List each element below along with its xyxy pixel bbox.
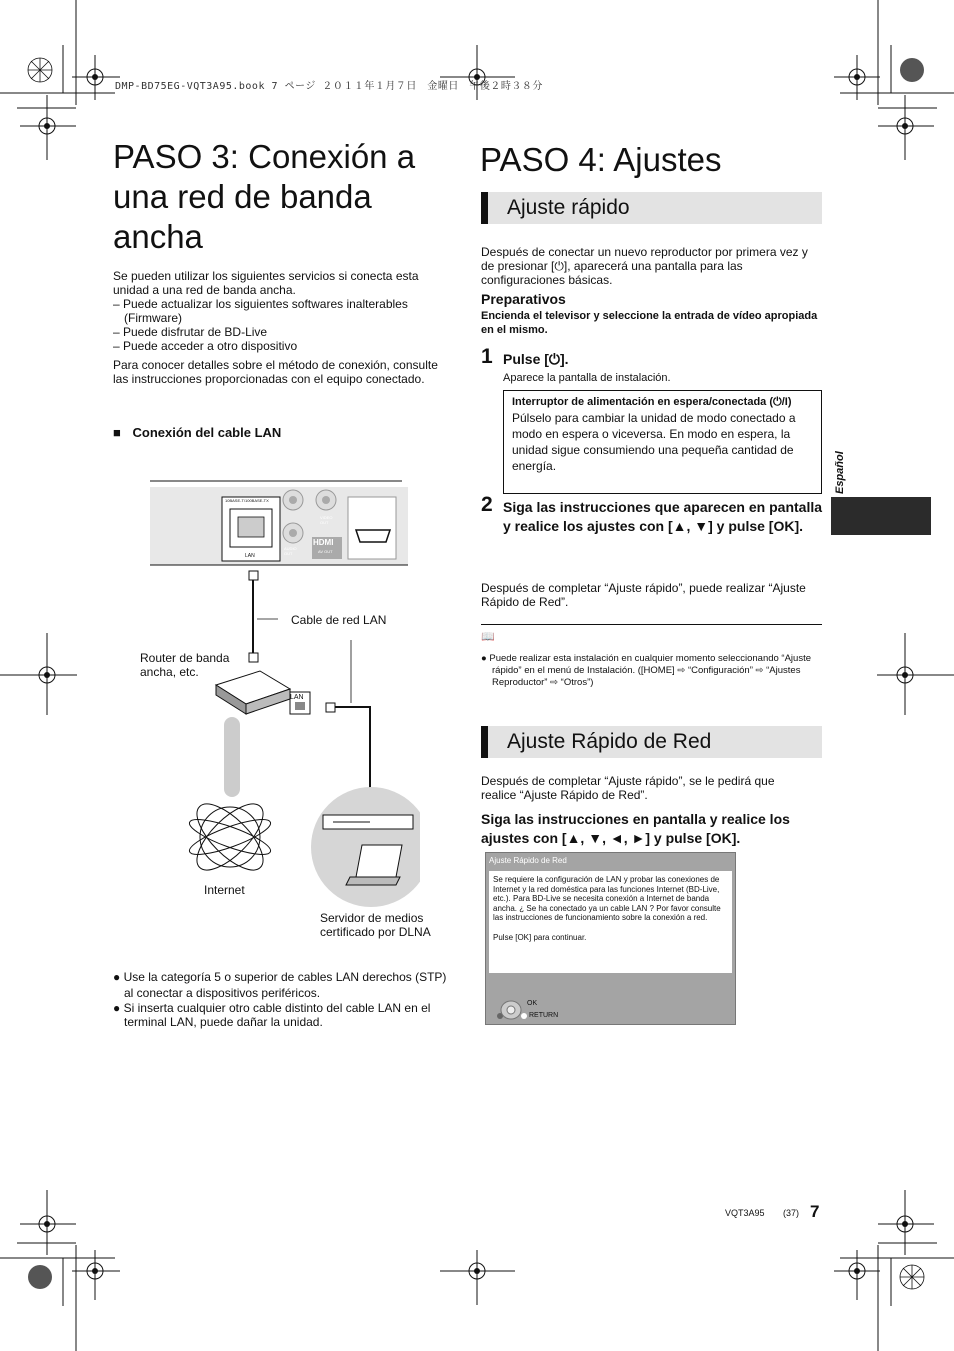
note-1 (113, 969, 458, 1001)
osd-message-panel (489, 871, 732, 973)
left-notes (113, 969, 458, 1029)
lan-heading: Conexión del cable LAN (132, 425, 282, 440)
power-box-title: Interruptor de alimentación en espera/conectada (⏻/I) (512, 396, 792, 408)
audio-out-label: AUDIO OUT (284, 546, 297, 556)
power-switch-box (503, 390, 822, 494)
page-number: 7 (810, 1202, 820, 1221)
osd-continue: Pulse [OK] para continuar. (493, 932, 587, 942)
left-bullet-3: – Puede acceder a otro dispositivo (113, 339, 298, 353)
hdmi-label: HDMI (313, 538, 334, 547)
book-header-line: DMP-BD75EG-VQT3A95.book 7 ページ ２０１１年１月７日 金曜日 午後２時３８分 (115, 81, 543, 92)
step2-text: Siga las instrucciones que aparecen en pantalla y realice los ajustes con [▲, ▼] y pulse [OK]. (503, 499, 823, 534)
prep-text: Encienda el televisor y seleccione la entrada de vídeo apropiada en el mismo. (481, 310, 818, 336)
note-2 (113, 1001, 458, 1029)
quick-intro: Después de conectar un nuevo reproductor por primera vez y de presionar [⏻], aparecerá una pantalla para las configuraciones básicas. (481, 245, 808, 287)
prep-title: Preparativos (481, 291, 566, 307)
hdmi-av-label: AV OUT (318, 549, 333, 554)
network-intro: Después de completar “Ajuste rápido”, se le pedirá que realice “Ajuste Rápido de Red”. (481, 774, 775, 802)
osd-ok-label: OK (527, 1000, 538, 1007)
router-label: Router de banda ancha, etc. (140, 651, 230, 679)
osd-screen (485, 852, 736, 1025)
lan-diagram (140, 475, 420, 955)
language-label: Español (834, 451, 846, 494)
osd-message: Se requiere la configuración de LAN y probar las conexiones de Internet y la red doméstica para las funciones Internet (BD-Live, etc.). Para BD-Live se necesita conexión a Internet de banda ancha. ¿ Se ha conectado ya un cable LAN ? Por favor consulte las instrucciones de funcionamiento sobre la conexión a red. (493, 875, 721, 923)
section-ajuste-rapido: Ajuste rápido (481, 192, 822, 224)
lan-heading-marker: ■ (113, 425, 121, 440)
tip-bullet: ● (481, 653, 487, 664)
step1-title: Pulse [⏻]. (503, 351, 569, 367)
left-detail: Para conocer detalles sobre el método de conexión, consulte las instrucciones proporcionadas con el equipo conectado. (113, 358, 438, 386)
server-label: Servidor de medios certificado por DLNA (320, 911, 431, 939)
left-bullet-2: – Puede disfrutar de BD-Live (113, 325, 268, 339)
tip (481, 653, 821, 689)
note-2-text: Si inserta cualquier otro cable distinto del cable LAN en el terminal LAN, puede dañar la unidad. (123, 1001, 431, 1029)
section-ajuste-rapido-red: Ajuste Rápido de Red (481, 726, 822, 758)
after-quick: Después de completar “Ajuste rápido”, puede realizar “Ajuste Rápido de Red”. (481, 581, 806, 609)
divider (481, 624, 822, 625)
footer-sub: (37) (783, 1208, 800, 1218)
left-intro-block (113, 269, 448, 386)
footer-code: VQT3A95 (725, 1208, 765, 1218)
lan-port-top-label: 10BASE-T/100BASE-TX (225, 498, 269, 503)
remote-dpad-icon (494, 999, 530, 1021)
step2-number: 2 (481, 493, 493, 516)
left-intro: Se pueden utilizar los siguientes servicios si conecta esta unidad a una red de banda ancha. (113, 269, 419, 297)
step1-sub: Aparece la pantalla de instalación. (503, 372, 671, 384)
video-out-label: VIDEO OUT (320, 515, 333, 525)
lan-port-label: LAN (245, 553, 255, 559)
network-step: Siga las instrucciones en pantalla y realice los ajustes con [▲, ▼, ◄, ►] y pulse [OK]. (481, 811, 790, 846)
osd-title: Ajuste Rápido de Red (489, 856, 567, 865)
note-2-bullet: ● (113, 1001, 121, 1015)
book-icon: 📖 (481, 631, 495, 643)
note-1-text: Use la categoría 5 o superior de cables LAN derechos (STP) al conectar a dispositivos periféricos. (123, 970, 447, 1000)
note-1-bullet: ● (113, 970, 121, 984)
language-tab (831, 497, 931, 535)
right-title: PASO 4: Ajustes (480, 141, 722, 178)
cable-label: Cable de red LAN (291, 613, 387, 627)
internet-label: Internet (204, 883, 245, 897)
power-box-text: Púlselo para cambiar la unidad de modo conectado a modo en espera o viceversa. En modo en espera, la unidad sigue consumiendo una pequeña cantidad de energía. (512, 411, 796, 473)
lan-heading-row (113, 426, 281, 440)
left-title: PASO 3: Conexión a una red de banda ancha (113, 138, 416, 255)
osd-return-label: RETURN (529, 1012, 559, 1019)
router-lan-port-label: LAN (290, 694, 304, 701)
left-bullet-1: – Puede actualizar los siguientes softwares inalterables (Firmware) (113, 297, 408, 325)
step1-number: 1 (481, 345, 493, 368)
tip-text: Puede realizar esta instalación en cualquier momento seleccionando “Ajuste rápido” en el menú de Instalación. ([HOME] ⇨ “Configuración” ⇨ “Ajustes Reproductor” ⇨ “Otros”) (489, 653, 811, 688)
